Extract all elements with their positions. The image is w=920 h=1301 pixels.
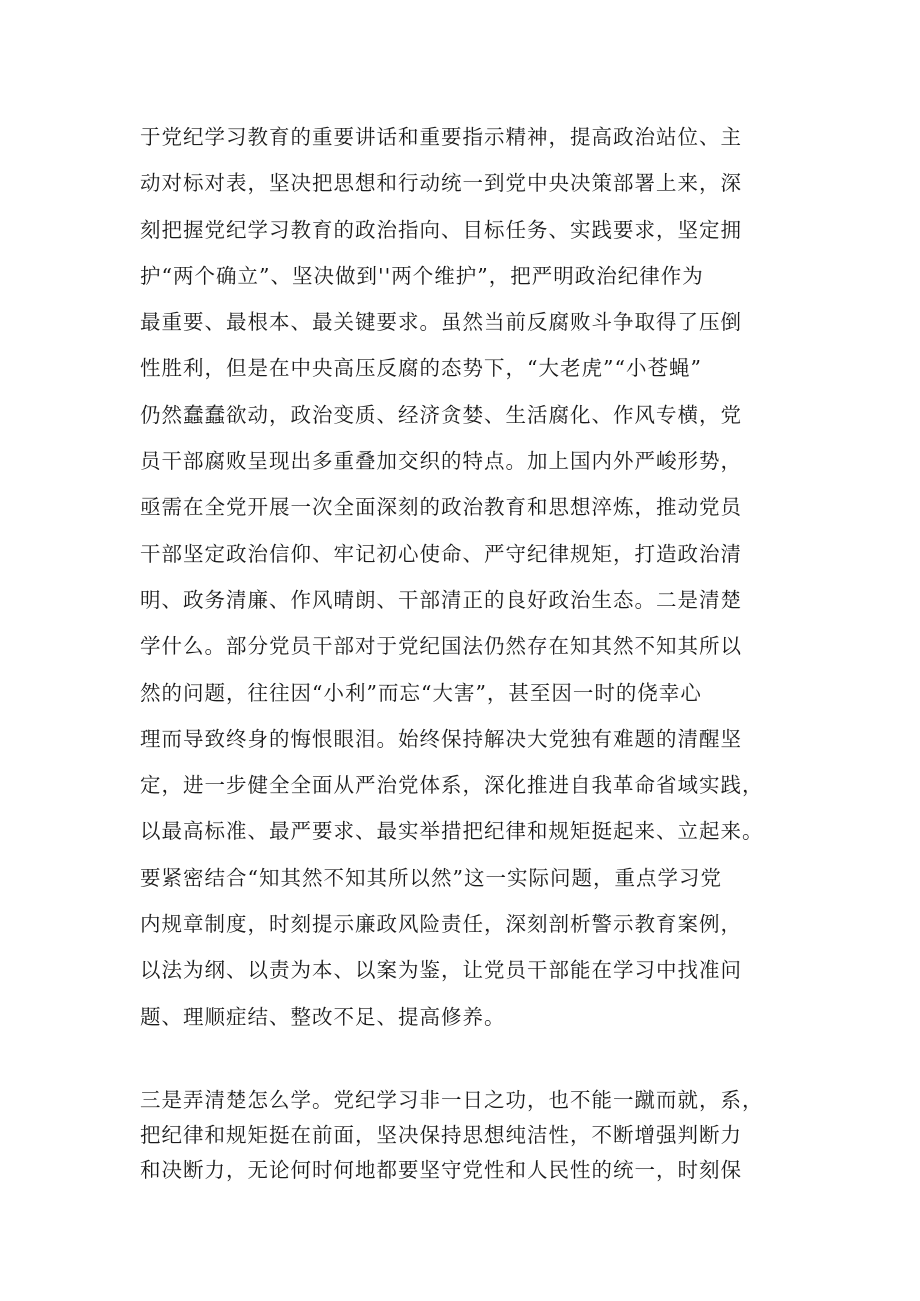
text-line: 内规章制度，时刻提示廉政风险责任，深刻剖析警示教育案例， <box>140 912 742 937</box>
text-line: 把纪律和规矩挺在前面，坚决保持思想纯洁性，不断增强判断力 <box>140 1123 742 1147</box>
text-line: 明、政务清廉、作风晴朗、干部清正的良好政治生态。二是清楚 <box>140 587 742 612</box>
body-paragraph <box>140 114 800 1040</box>
text-line: 刻把握党纪学习教育的政治指向、目标任务、实践要求，坚定拥 <box>140 217 742 242</box>
text-line: 员干部腐败呈现出多重叠加交织的特点。加上国内外严峻形势， <box>140 449 742 474</box>
text-line: 三是弄清楚怎么学。党纪学习非一日之功，也不能一蹴而就，系， <box>140 1088 764 1112</box>
text-line: 学什么。部分党员干部对于党纪国法仍然存在知其然不知其所以 <box>140 634 742 659</box>
text-line: 性胜利，但是在中央高压反腐的态势下，“大老虎”“小苍蝇” <box>140 356 702 381</box>
text-line: 最重要、最根本、最关键要求。虽然当前反腐败斗争取得了压倒 <box>140 310 742 335</box>
text-line: 护“两个确立”、坚决做到''两个维护”，把严明政治纪律作为 <box>140 263 704 288</box>
body-paragraph <box>140 1083 800 1188</box>
text-line: 然的问题，往往因“小利”而忘“大害”，甚至因一时的侥幸心 <box>140 680 702 705</box>
text-line: 亟需在全党开展一次全面深刻的政治教育和思想淬炼，推动党员 <box>140 495 742 520</box>
text-line: 题、理顺症结、整改不足、提高修养。 <box>140 1004 506 1029</box>
text-line: 于党纪学习教育的重要讲话和重要指示精神，提高政治站位、主 <box>140 125 742 149</box>
text-line: 干部坚定政治信仰、牢记初心使命、严守纪律规矩，打造政治清 <box>140 541 742 566</box>
text-line: 要紧密结合“知其然不知其所以然”这一实际问题，重点学习党 <box>140 865 722 890</box>
text-line: 动对标对表，坚决把思想和行动统一到党中央决策部署上来，深 <box>140 171 742 196</box>
text-line: 以法为纲、以责为本、以案为鉴，让党员干部能在学习中找准问 <box>140 958 742 983</box>
text-line: 定，进一步健全全面从严治党体系，深化推进自我革命省域实践， <box>140 773 764 798</box>
text-line: 仍然蠢蠢欲动，政治变质、经济贪婪、生活腐化、作风专横，党 <box>140 402 742 427</box>
text-line: 理而导致终身的悔恨眼泪。始终保持解决大党独有难题的清醒坚 <box>140 726 742 751</box>
text-line: 以最高标准、最严要求、最实举措把纪律和规矩挺起来、立起来。 <box>140 819 764 844</box>
text-line: 和决断力，无论何时何地都要坚守党性和人民性的统一，时刻保 <box>140 1158 742 1182</box>
